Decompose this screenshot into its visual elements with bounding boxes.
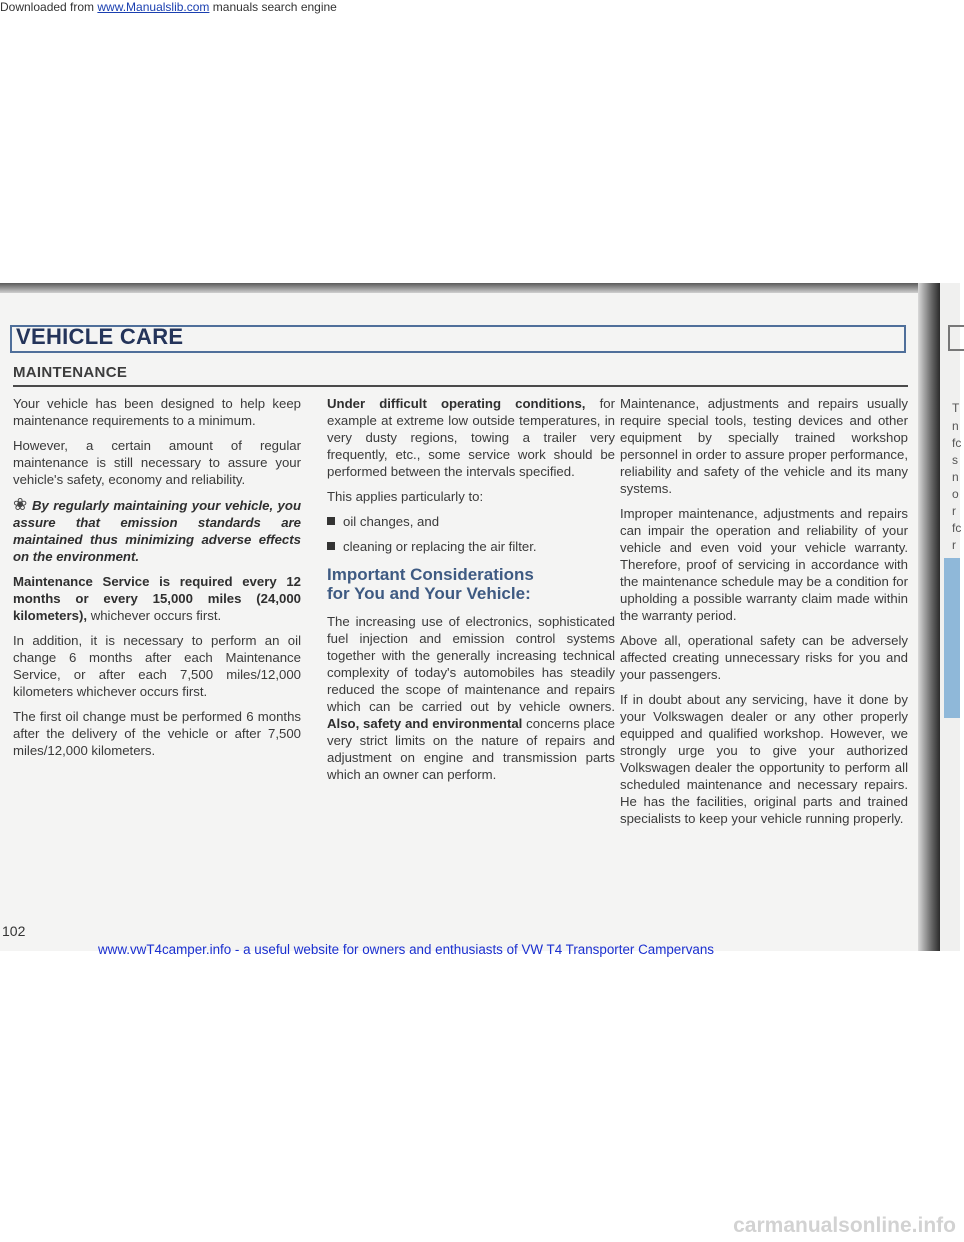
- next-page-fragment: T: [952, 401, 960, 415]
- text-column-1: [13, 395, 301, 767]
- next-page-title-frame: [948, 325, 964, 351]
- paragraph: If in doubt about any servicing, have it done by your Volkswagen dealer or any other properly equipped and qualified workshop. However, we strongly urge you to give your authorized Volkswagen dealer the opportunity to perform all scheduled maintenance and necessary repairs. He has the facilities, original parts and trained specialists to keep your vehicle running properly.: [620, 692, 908, 826]
- next-page-fragment: n: [952, 419, 959, 433]
- environment-note: ❀ By regularly maintaining your vehicle, you assure that emission standards are maintained thus minimizing adverse effects on the environment.: [13, 495, 301, 564]
- manualslib-link[interactable]: www.Manualslib.com: [97, 0, 210, 14]
- page-gutter: [918, 283, 940, 951]
- list-item: oil changes, and: [327, 513, 615, 530]
- paragraph: However, a certain amount of regular maintenance is still necessary to assure your vehicle's safety, economy and reliability.: [13, 438, 301, 487]
- next-page-blue-box: [944, 558, 960, 718]
- paragraph: The first oil change must be performed 6 months after the delivery of the vehicle or after 7,500 miles/12,000 kilometers.: [13, 709, 301, 758]
- square-bullet-icon: [327, 517, 335, 525]
- next-page-fragment: fc: [952, 436, 962, 450]
- text-column-3: [620, 395, 908, 835]
- section-rule: [13, 385, 908, 387]
- subheading: Important Considerations for You and Your Vehicle:: [327, 565, 534, 603]
- watermark: carmanualsonline.info: [733, 1214, 956, 1237]
- text-column-2: [327, 395, 615, 791]
- paragraph: In addition, it is necessary to perform an oil change 6 months after each Maintenance Service, or after each 7,500 miles/12,000 kilometers whichever occurs first.: [13, 633, 301, 699]
- next-page-fragment: r: [952, 504, 956, 518]
- next-page-fragment: n: [952, 470, 959, 484]
- manual-page: [0, 283, 960, 951]
- page-number: 102: [2, 923, 26, 939]
- paragraph: Above all, operational safety can be adversely affected creating unnecessary risks for you and your passengers.: [620, 633, 908, 682]
- paragraph: Maintenance Service is required every 12 months or every 15,000 miles (24,000 kilometers), whichever occurs first.: [13, 574, 301, 623]
- list-item: cleaning or replacing the air filter.: [327, 538, 615, 555]
- vwt4camper-link[interactable]: www.vwT4camper.info - a useful website for owners and enthusiasts of VW T4 Transporter Campervans: [98, 942, 714, 957]
- page-title: VEHICLE CARE: [16, 324, 184, 349]
- next-page-edge: [940, 283, 960, 951]
- next-page-fragment: s: [952, 453, 958, 467]
- paragraph: Maintenance, adjustments and repairs usually require special tools, testing devices and other equipment by specially trained workshop personnel in order to assure proper performance, reliability and safety of the vehicle and its many systems.: [620, 396, 908, 496]
- paragraph: This applies particularly to:: [327, 489, 484, 504]
- section-heading: MAINTENANCE: [13, 364, 128, 381]
- paragraph: Improper maintenance, adjustments and repairs can impair the operation and reliability of your vehicle and even void your vehicle warranty. Therefore, proof of servicing in accordance with the maintenance schedule may be a condition for upholding a possible warranty claim made within the warranty period.: [620, 506, 908, 623]
- paragraph: The increasing use of electronics, sophisticated fuel injection and emission control systems together with the generally increasing technical complexity of today's automobiles has steadily reduced the scope of maintenance and repairs which can be carried out by vehicle owners. Also, safety and environmental concerns place very strict limits on the nature of repairs and adjustment on engine and transmission parts which an owner can perform.: [327, 614, 615, 782]
- next-page-fragment: fc: [952, 521, 962, 535]
- square-bullet-icon: [327, 542, 335, 550]
- flower-icon: ❀: [13, 495, 28, 514]
- paragraph: Under difficult operating conditions, for example at extreme low outside temperatures, in very dusty regions, towing a trailer very frequently, etc., some service work should be performed between the intervals specified.: [327, 396, 615, 479]
- next-page-fragment: o: [952, 487, 959, 501]
- download-banner: Downloaded from www.Manualslib.com manuals search engine: [0, 0, 337, 14]
- next-page-fragment: r: [952, 538, 956, 552]
- paragraph: Your vehicle has been designed to help keep maintenance requirements to a minimum.: [13, 396, 301, 428]
